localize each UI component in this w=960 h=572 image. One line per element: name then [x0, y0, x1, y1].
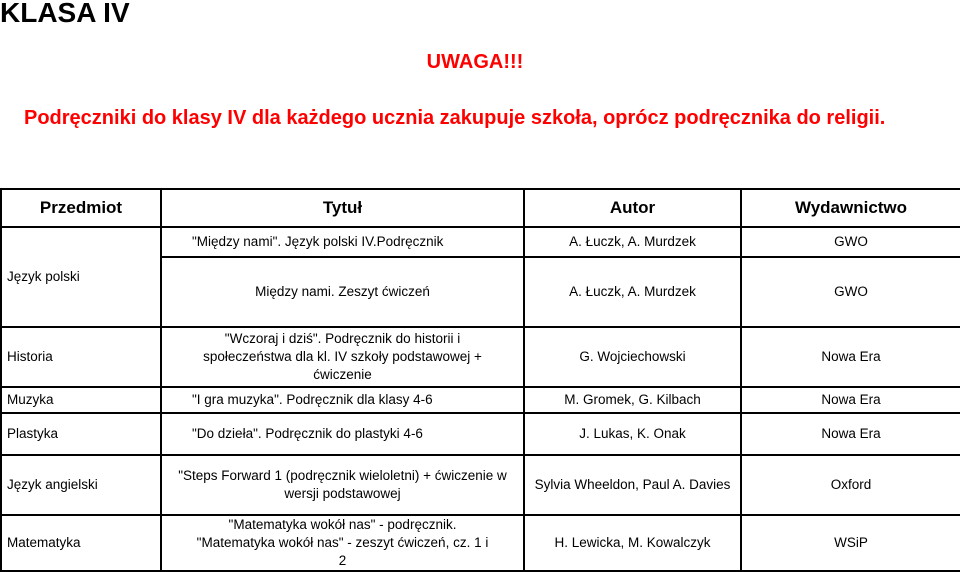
publisher-cell: WSiP — [741, 515, 960, 571]
author-cell: H. Lewicka, M. Kowalczyk — [524, 515, 741, 571]
publisher-cell: Nowa Era — [741, 387, 960, 413]
publisher-cell: GWO — [741, 257, 960, 327]
header-publisher: Wydawnictwo — [741, 189, 960, 227]
notice-heading: UWAGA!!! — [426, 51, 524, 73]
header-subject: Przedmiot — [1, 189, 161, 227]
title-cell: "Matematyka wokół nas" - podręcznik. "Matematyka wokół nas" - zeszyt ćwiczeń, cz. 1 i 2 — [161, 515, 524, 571]
publisher-cell: GWO — [741, 227, 960, 257]
title-cell: "I gra muzyka". Podręcznik dla klasy 4-6 — [161, 387, 524, 413]
author-cell: G. Wojciechowski — [524, 327, 741, 387]
page-title: KLASA IV — [0, 0, 130, 28]
table-row — [1, 387, 960, 413]
publisher-cell: Nowa Era — [741, 327, 960, 387]
header-author: Autor — [524, 189, 741, 227]
title-cell: "Do dzieła". Podręcznik do plastyki 4-6 — [161, 413, 524, 455]
subject-cell: Historia — [1, 327, 161, 387]
table-row — [1, 227, 960, 257]
subject-cell: Plastyka — [1, 413, 161, 455]
textbook-table — [0, 188, 960, 572]
notice-text: Podręczniki do klasy IV dla każdego ucznia zakupuje szkoła, oprócz podręcznika do religii. — [24, 107, 886, 129]
title-cell: Między nami. Zeszyt ćwiczeń — [161, 257, 524, 327]
header-title: Tytuł — [161, 189, 524, 227]
table-header-row — [1, 189, 960, 227]
author-cell: A. Łuczk, A. Murdzek — [524, 227, 741, 257]
table-row — [1, 327, 960, 387]
author-cell: A. Łuczk, A. Murdzek — [524, 257, 741, 327]
author-cell: Sylvia Wheeldon, Paul A. Davies — [524, 455, 741, 515]
publisher-cell: Oxford — [741, 455, 960, 515]
title-cell: "Między nami". Język polski IV.Podręcznik — [161, 227, 524, 257]
subject-cell: Muzyka — [1, 387, 161, 413]
table-row — [1, 455, 960, 515]
table-row — [1, 515, 960, 571]
table-row — [1, 413, 960, 455]
subject-cell: Język polski — [1, 227, 161, 327]
subject-cell: Matematyka — [1, 515, 161, 571]
title-cell: "Steps Forward 1 (podręcznik wieloletni) + ćwiczenie w wersji podstawowej — [161, 455, 524, 515]
author-cell: J. Lukas, K. Onak — [524, 413, 741, 455]
publisher-cell: Nowa Era — [741, 413, 960, 455]
author-cell: M. Gromek, G. Kilbach — [524, 387, 741, 413]
title-cell: "Wczoraj i dziś". Podręcznik do historii i społeczeństwa dla kl. IV szkoły podstawowej + ćwiczenie — [161, 327, 524, 387]
subject-cell: Język angielski — [1, 455, 161, 515]
